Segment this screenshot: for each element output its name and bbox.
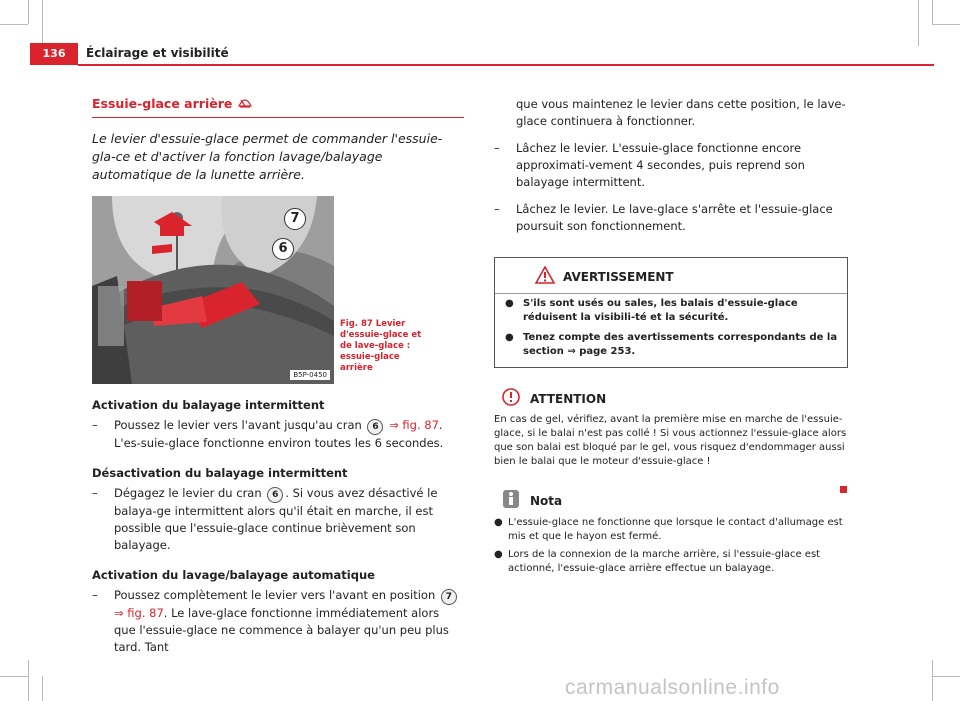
crop-mark: [932, 676, 960, 677]
crop-mark: [0, 676, 28, 677]
note-header: [494, 489, 848, 512]
crop-mark: [28, 660, 29, 701]
list-item: – Dégagez le levier du cran 6 . Si vous avez désactivé le balaya-ge intermittent alors qu'il était en marche, il est possible que l'essuie-glace continue brièvement son balayage.: [92, 486, 438, 552]
header-rule: [78, 64, 934, 66]
list-item: – Lâchez le levier. Le lave-glace s'arrête et l'essuie-glace poursuit son fonctionnement.: [494, 202, 833, 233]
warning-item: ● Tenez compte des avertissements correspondants de la section ⇒ page 253.: [505, 332, 838, 357]
crop-mark: [932, 24, 960, 25]
note-title: Nota: [530, 493, 563, 508]
watermark: carmanualsonline.info: [565, 676, 780, 699]
warning-header: [495, 258, 847, 294]
list-item: – Poussez le levier vers l'avant jusqu'au cran 6 ⇒ fig. 87. L'es-suie-glace fonctionne environ toutes les 6 secondes.: [92, 418, 444, 450]
callout-7: 7: [284, 208, 306, 230]
crop-mark: [918, 0, 919, 46]
crop-mark: [42, 0, 43, 46]
warning-item: ● S'ils sont usés ou sales, les balais d'essuie-glace réduisent la visibili-té et la sécurité.: [505, 298, 798, 323]
chapter-title: Éclairage et visibilité: [86, 46, 229, 60]
list-item: – Lâchez le levier. L'essuie-glace fonctionne encore approximati-vement 4 secondes, puis reprend son balayage intermittent.: [494, 141, 805, 189]
warning-box: [494, 257, 848, 368]
attention-title: ATTENTION: [530, 391, 607, 406]
section-title: [92, 96, 464, 118]
position-badge: 6: [367, 419, 383, 435]
warning-triangle-icon: [535, 266, 555, 287]
subheading-activation-intermittent: Activation du balayage intermittent: [92, 398, 325, 412]
figure-caption: Fig. 87 Levier d'essuie-glace et de lave-glace : essuie-glace arrière: [340, 319, 422, 373]
callout-6: 6: [272, 238, 294, 260]
figure-link[interactable]: ⇒ fig. 87: [114, 606, 164, 620]
crop-mark: [0, 24, 28, 25]
right-column: [494, 96, 848, 576]
list-item: – Poussez complètement le levier vers l'avant en position 7 ⇒ fig. 87. Le lave-glace fonctionne immédiatement alors que l'essuie-glace ne commence à balayer qu'un peu plus tard. Tant: [92, 587, 464, 656]
crop-mark: [932, 0, 933, 24]
exclamation-circle-icon: [502, 388, 520, 409]
position-badge: 7: [441, 589, 457, 605]
info-icon: [502, 489, 520, 512]
warning-title: AVERTISSEMENT: [563, 269, 674, 284]
rear-wiper-icon: [238, 96, 252, 111]
figure-row: [92, 196, 464, 384]
left-column: [92, 96, 464, 656]
figure-87: [92, 196, 334, 384]
page-number: 136: [30, 43, 78, 65]
subheading-auto-wash: Activation du lavage/balayage automatique: [92, 568, 375, 582]
crop-mark: [932, 660, 933, 701]
crop-mark: [42, 676, 43, 701]
list-item-continuation: que vous maintenez le levier dans cette position, le lave-glace continuera à fonctionner.: [516, 97, 846, 128]
figure-link[interactable]: ⇒ fig. 87: [389, 418, 439, 432]
position-badge: 6: [267, 487, 283, 503]
attention-header: [494, 388, 848, 409]
figure-code: B5P-0450: [290, 370, 330, 380]
section-intro: Le levier d'essuie-glace permet de commander l'essuie-gla-ce et d'activer la fonction lavage/balayage automatique de la lunette arrière.: [92, 131, 443, 182]
crop-mark: [28, 0, 29, 24]
note-item: ● L'essuie-glace ne fonctionne que lorsque le contact d'allumage est mis et que le hayon est fermé.: [494, 517, 843, 542]
attention-text: En cas de gel, vérifiez, avant la première mise en marche de l'essuie-glace, si le balai n'est pas collé ! Si vous actionnez l'essuie-glace alors que son balai est bloqué par le gel, vous risquez d'endommager aussi bien le balai que le moteur d'essuie-glace !: [494, 414, 847, 467]
section-end-marker: [840, 486, 847, 493]
section-title-text: Essuie-glace arrière: [92, 96, 233, 111]
subheading-deactivation-intermittent: Désactivation du balayage intermittent: [92, 466, 348, 480]
note-item: ● Lors de la connexion de la marche arrière, si l'essuie-glace est actionné, l'essuie-glace arrière effectue un balayage.: [494, 549, 821, 574]
